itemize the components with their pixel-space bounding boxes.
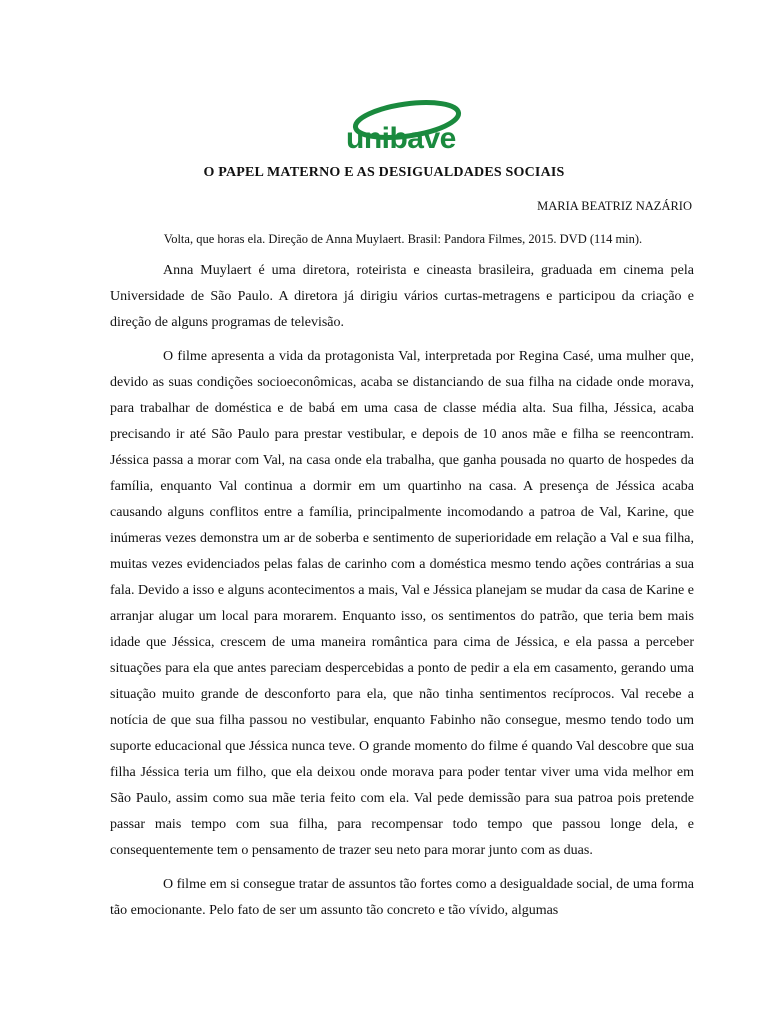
paragraph: O filme apresenta a vida da protagonista Val, interpretada por Regina Casé, uma mulher que, devido as suas condições socioeconômicas, acaba se distanciando de sua filha na cidade onde morava, para trabalhar de doméstica e de babá em uma casa de classe média alta. Sua filha, Jéssica, acaba precisando ir até São Paulo para prestar vestibular, e depois de 10 anos mãe e filha se reencontram. Jéssica passa a morar com Val, na casa onde ela trabalha, que ganha pousada no quarto de hospedes da família, enquanto Val continua a dormir em um quartinho na casa. A presença de Jéssica acaba causando alguns conflitos entre a família, principalmente incomodando a patroa de Val, Karine, que inúmeras vezes demonstra um ar de soberba e sentimento de superioridade em relação a Val e sua filha, muitas vezes evidenciados pelas falas de carinho com a doméstica mesmo tendo ações contrárias a sua fala. Devido a isso e alguns acontecimentos a mais, Val e Jéssica planejam se mudar da casa de Karine e arranjar alugar um local para morarem. Enquanto isso, os sentimentos do patrão, que teria bem mais idade que Jéssica, crescem de uma maneira romântica para cima de Jéssica, e ela passa a perceber situações para ela que antes pareciam despercebidas a ponto de pedir a ela em casamento, gerando uma situação muito grande de desconforto para ela, que não tinha sentimentos recíprocos. Val recebe a notícia de que sua filha passou no vestibular, enquanto Fabinho não consegue, mesmo tendo todo um suporte educacional que Jéssica nunca teve. O grande momento do filme é quando Val descobre que sua filha Jéssica teria um filho, que ela deixou onde morava para poder tentar viver uma vida melhor em São Paulo, assim como sua mãe teria feito com ela. Val pede demissão para sua patroa pois pretende passar mais tempo com sua filha, para recompensar todo tempo que passou longe dela, e consequentemente tem o pensamento de trazer seu neto para morar junto com as duas. [110, 349, 694, 858]
paragraph: Anna Muylaert é uma diretora, roteirista e cineasta brasileira, graduada em cinema pela Universidade de São Paulo. A diretora já dirigiu vários curtas-metragens e participou da criação e direção de alguns programas de televisão. [110, 263, 694, 330]
svg-text:unibave: unibave [346, 122, 456, 155]
film-reference: Volta, que horas ela. Direção de Anna Muylaert. Brasil: Pandora Filmes, 2015. DVD (114 min). [163, 232, 643, 246]
author-name: MARIA BEATRIZ NAZÁRIO [537, 199, 692, 213]
document-title: O PAPEL MATERNO E AS DESIGUALDADES SOCIAIS [203, 165, 565, 180]
unibave-logo [337, 96, 467, 156]
body-text [110, 258, 694, 932]
paragraph: O filme em si consegue tratar de assuntos tão fortes como a desigualdade social, de uma forma tão emocionante. Pelo fato de ser um assunto tão concreto e tão vívido, algumas [110, 877, 694, 918]
